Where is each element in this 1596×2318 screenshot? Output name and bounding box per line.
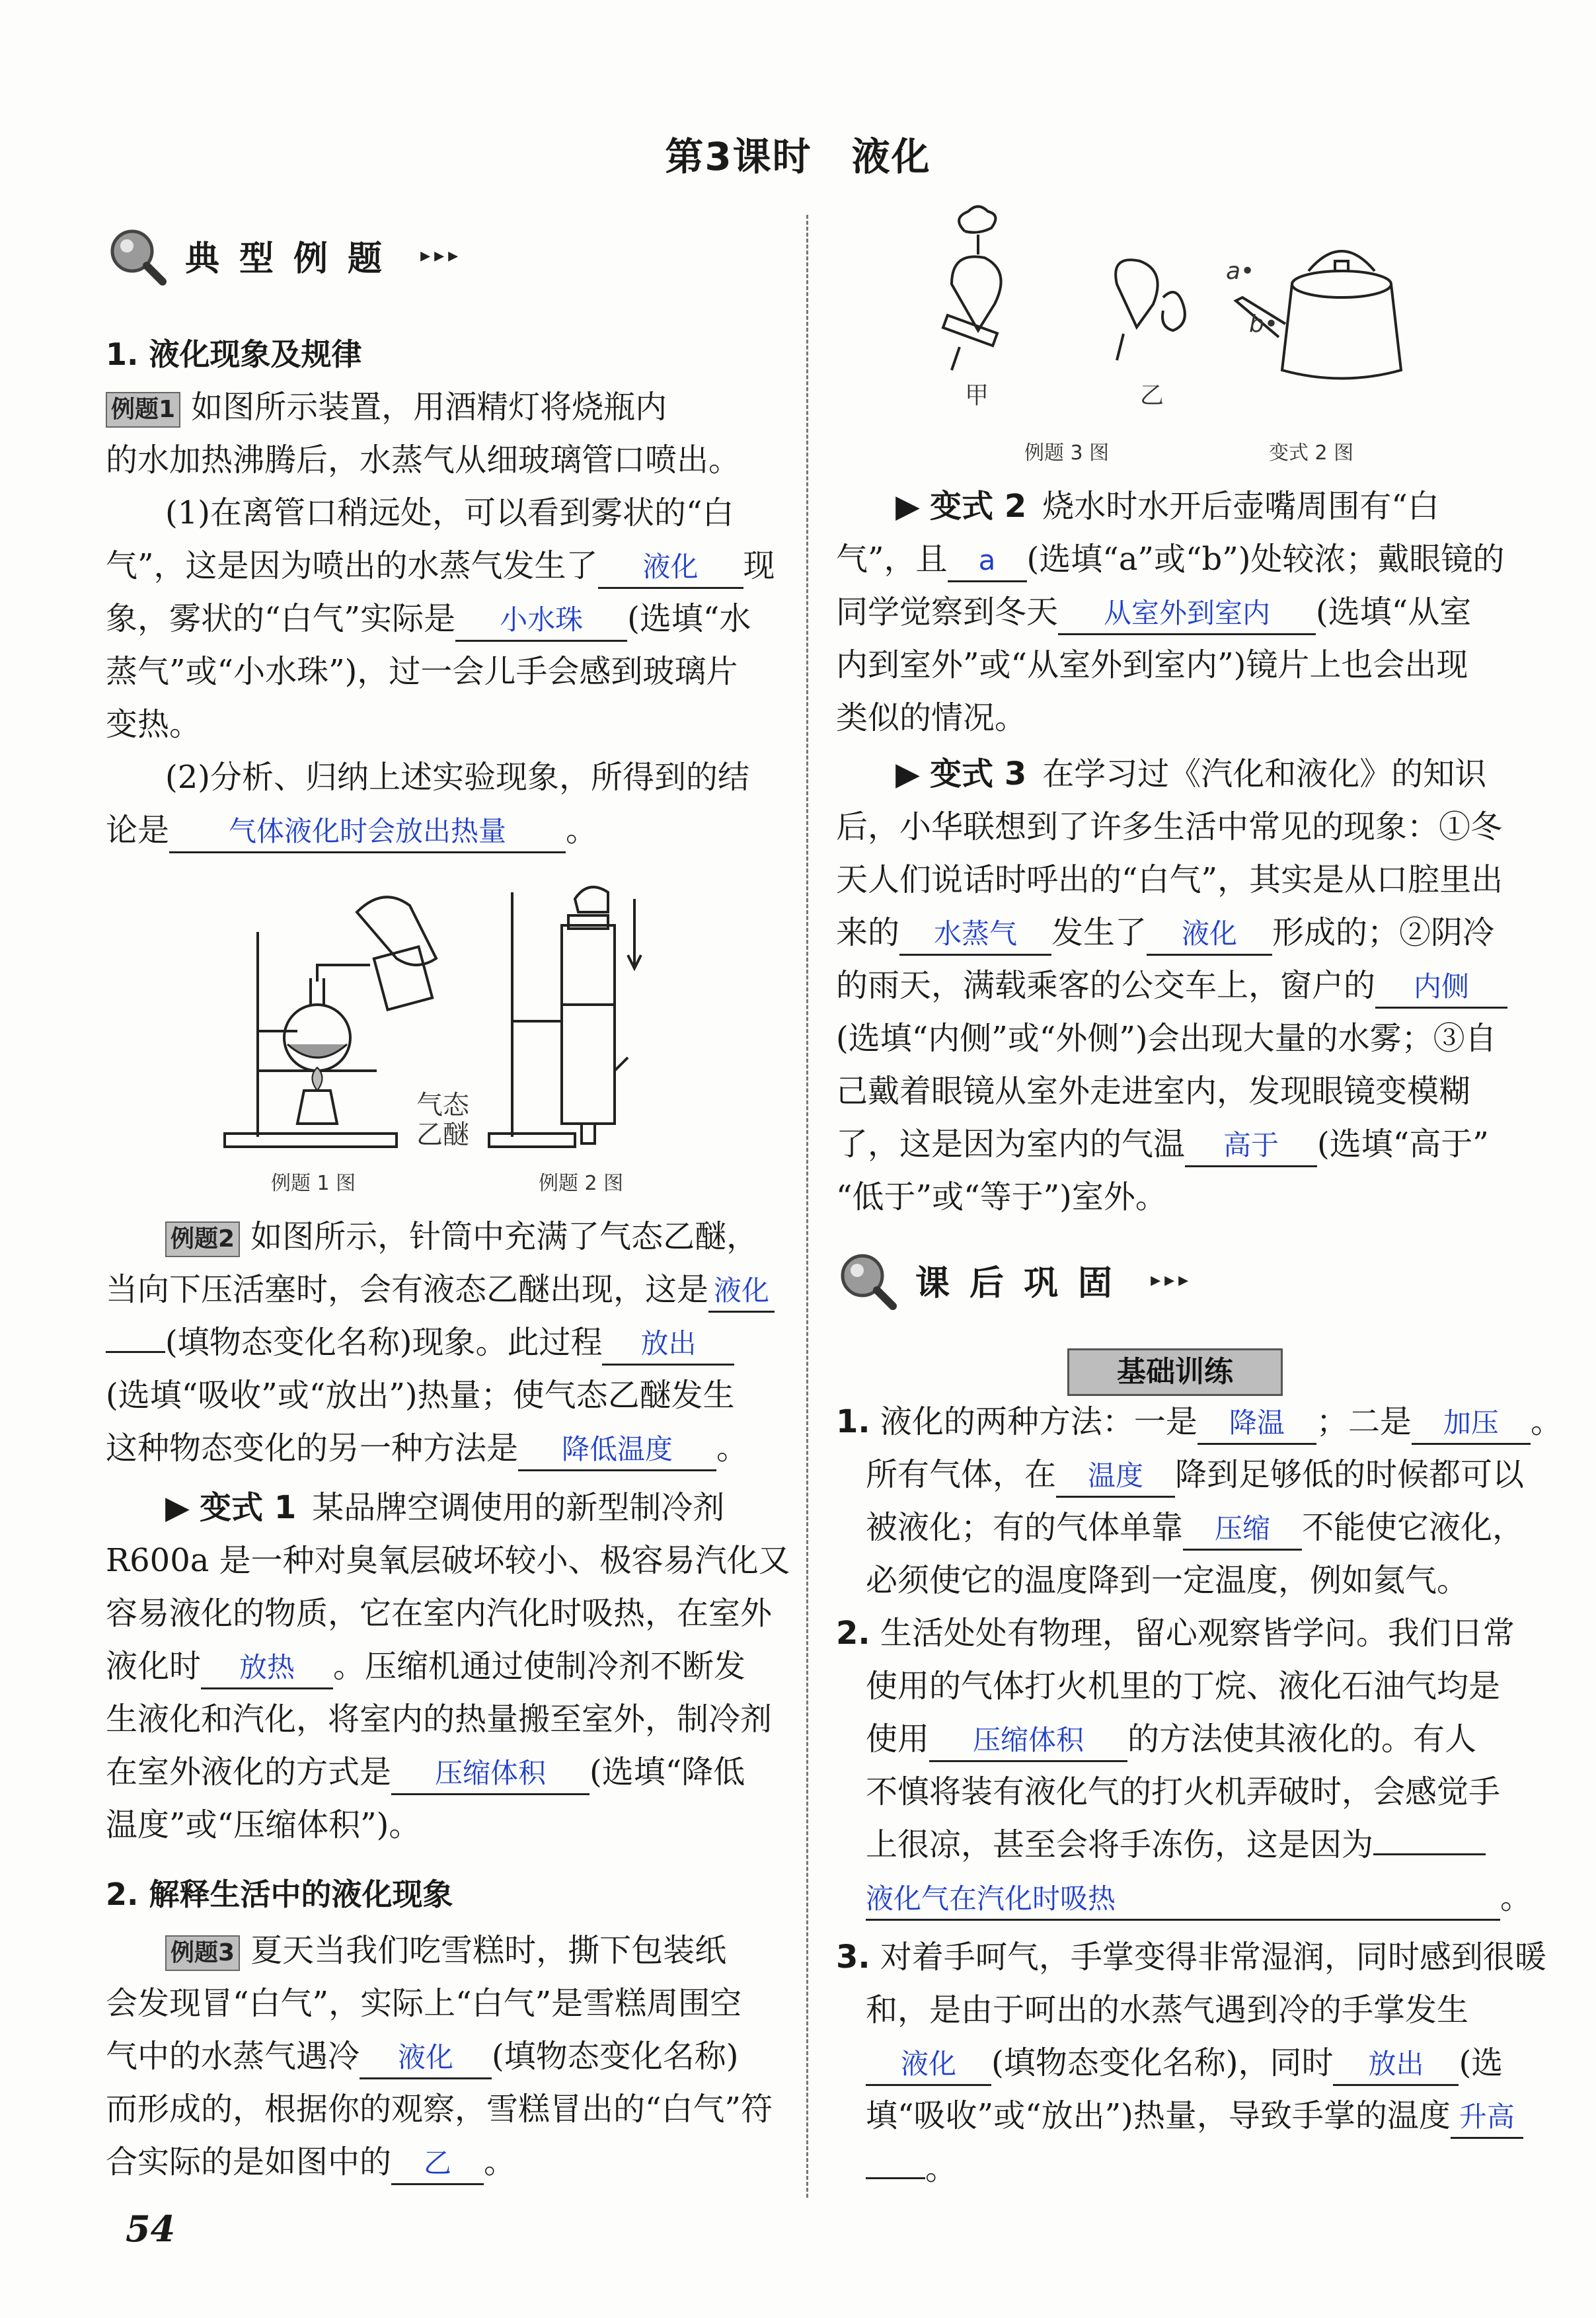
section-after-class: [836, 1249, 1192, 1310]
heading-char: 巩: [1024, 1263, 1059, 1303]
q3-line-3: [866, 2036, 1503, 2090]
text: 夏天当我们吃雪糕时，撕下包装纸: [250, 1932, 727, 1969]
text: 气”，这是因为喷出的水蒸气发生了: [106, 547, 598, 584]
text: 发生了: [1051, 914, 1147, 951]
v2-line-2: [836, 532, 1505, 586]
text: 这种物态变化的另一种方法是: [106, 1430, 519, 1467]
answer: 小水珠: [455, 600, 627, 642]
answer: 降温: [1197, 1403, 1316, 1445]
page-number: 54: [126, 2208, 176, 2250]
ex1-line-2: 的水加热沸腾后，水蒸气从细玻璃管口喷出。: [106, 442, 741, 479]
q2-line-1: [836, 1606, 1515, 1660]
ex2-line-3: [106, 1315, 734, 1370]
v3-line-1: [895, 747, 1486, 801]
text: (填物态变化名称)，同时: [991, 2044, 1334, 2081]
v3-line-7: 己戴着眼镜从室外走进室内，发现眼镜变模糊: [836, 1073, 1471, 1110]
page-title: 第3课时 液化: [665, 134, 931, 179]
answer: 温度: [1056, 1456, 1175, 1498]
section-typical-examples: [106, 225, 462, 286]
v3-line-5: [836, 958, 1507, 1013]
text: 现: [743, 547, 775, 584]
label-point-b: b•: [1249, 311, 1279, 338]
heading-char: 后: [969, 1263, 1005, 1303]
label-gas: 气态: [416, 1090, 469, 1120]
text: ；二是: [1316, 1403, 1412, 1440]
answer: 液化: [866, 2044, 991, 2086]
answer: 加压: [1412, 1403, 1531, 1445]
v1-line-7: 温度”或“压缩体积”)。: [106, 1806, 421, 1843]
ex1-line-7: 变热。: [106, 706, 202, 743]
text: 论是: [106, 812, 170, 849]
text: (选填“水: [627, 600, 751, 637]
q2-line-6: [866, 1871, 1532, 1925]
arrow-icon: ▸▸▸: [1151, 1268, 1193, 1292]
label-point-a: a•: [1226, 258, 1255, 285]
v1-line-4: [106, 1639, 745, 1693]
text: 的雨天，满载乘客的公交车上，窗户的: [836, 967, 1376, 1004]
text: 的方法使其液化的。有人: [1127, 1720, 1477, 1758]
text: 所有气体，在: [866, 1456, 1057, 1493]
answer: 液化: [1147, 914, 1272, 956]
text: 。: [1500, 1879, 1533, 1916]
text: 某品牌空调使用的新型制冷剂: [312, 1489, 725, 1526]
ex2-line-1: [165, 1210, 758, 1264]
q3-line-1: [836, 1930, 1546, 1984]
v3-line-9: “低于”或“等于”)室外。: [836, 1178, 1167, 1216]
answer: 乙: [391, 2144, 484, 2185]
q1-line-2: [866, 1448, 1524, 1502]
text: 如图所示，针筒中充满了气态乙醚，: [250, 1218, 759, 1255]
answer: 水蒸气: [899, 914, 1051, 956]
v2-line-5: 类似的情况。: [836, 699, 1027, 736]
ex1-line-3: (1)在离管口稍远处，可以看到雾状的“白: [165, 494, 734, 531]
ex2-line-4: (选填“吸收”或“放出”)热量；使气态乙醚发生: [106, 1377, 735, 1414]
answer: 气体液化时会放出热量: [169, 812, 566, 853]
answer: 降低温度: [518, 1430, 716, 1471]
ex3-line-2: 会发现冒“白气”，实际上“白气”是雪糕周围空: [106, 1985, 742, 2022]
v1-line-1: [165, 1481, 724, 1535]
text: 降到足够低的时候都可以: [1175, 1456, 1525, 1493]
text: (选填“a”或“b”)处较浓；戴眼镜的: [1026, 541, 1505, 578]
text: (选: [1459, 2044, 1503, 2081]
text: 液化时: [106, 1648, 202, 1685]
ex1-line-1: [106, 380, 667, 434]
ex2-line-2: [106, 1262, 775, 1317]
heading-char: 典: [185, 239, 220, 279]
text: 形成的；②阴冷: [1272, 914, 1495, 951]
ex2-line-5: [106, 1421, 748, 1475]
ex3-line-1: [165, 1923, 726, 1978]
text: (选填“降低: [589, 1754, 745, 1791]
ex3-line-4: 而形成的，根据你的观察，雪糕冒出的“白气”符: [106, 2091, 773, 2128]
ex1-line-5: [106, 592, 751, 646]
ex1-line-8: (2)分析、归纳上述实验现象，所得到的结: [165, 759, 749, 796]
text: 被液化；有的气体单靠: [866, 1509, 1184, 1546]
ex3-line-5: [106, 2135, 515, 2189]
text: 了，这是因为室内的气温: [836, 1126, 1186, 1163]
heading-char: 题: [348, 239, 383, 279]
heading-char: 型: [239, 239, 274, 279]
answer-blank-cont: [866, 2177, 925, 2179]
text: 使用: [866, 1720, 930, 1758]
text: 来的: [836, 914, 900, 951]
variant-tag: 变式 1: [200, 1489, 297, 1526]
label-ether: 乙醚: [416, 1120, 469, 1150]
label-yi: 乙: [1140, 382, 1164, 409]
answer: 高于: [1185, 1126, 1317, 1167]
answer: 放出: [1333, 2044, 1459, 2086]
arrow-icon: ▸▸▸: [420, 243, 463, 267]
answer: 压缩体积: [391, 1754, 589, 1795]
v3-line-6: (选填“内侧”或“外侧”)会出现大量的水雾；③自: [836, 1020, 1497, 1057]
q2-line-4: 不慎将装有液化气的打火机弄破时，会感觉手: [866, 1773, 1501, 1810]
answer: 压缩体积: [929, 1720, 1127, 1762]
answer: 升高: [1451, 2097, 1523, 2139]
heading-char: 课: [915, 1263, 950, 1303]
answer: 放出: [602, 1324, 734, 1366]
answer: 从室外到室内: [1058, 594, 1316, 635]
text: 同学觉察到冬天: [836, 594, 1059, 631]
ex1-line-9: [106, 803, 597, 857]
q2-line-3: [866, 1712, 1476, 1766]
text: 当向下压活塞时，会有液态乙醚出现，这是: [106, 1271, 709, 1308]
v3-line-3: 天人们说话时呼出的“白气”，其实是从口腔里出: [836, 861, 1503, 898]
text: 烧水时水开后壶嘴周围有“白: [1042, 488, 1439, 525]
q2-line-5: [866, 1818, 1486, 1872]
v3-line-8: [836, 1117, 1489, 1171]
question-number: 3.: [836, 1939, 870, 1976]
answer: 压缩: [1183, 1509, 1302, 1551]
caption-v2: 变式 2 图: [1269, 442, 1354, 465]
example-tag: 例题3: [165, 1935, 240, 1971]
text: 。: [566, 812, 598, 849]
v1-line-2: R600a 是一种对臭氧层破坏较小、极容易汽化又: [106, 1542, 790, 1579]
answer: a: [948, 541, 1027, 582]
text: (选填“高于”: [1317, 1126, 1489, 1163]
text: (填物态变化名称)现象。此过程: [165, 1324, 603, 1361]
v1-line-3: 容易液化的物质，它在室内汽化时吸热，在室外: [106, 1595, 773, 1632]
text: 在学习过《汽化和液化》的知识: [1042, 755, 1487, 792]
answer: 液化气在汽化时吸热: [866, 1879, 1500, 1921]
text: 上很凉，甚至会将手冻伤，这是因为: [866, 1826, 1374, 1863]
text: 对着手呵气，手掌变得非常湿润，同时感到很暖: [880, 1939, 1546, 1976]
answer: 液化: [360, 2038, 492, 2079]
caption-ex1: 例题 1 图: [271, 1172, 356, 1195]
v3-line-4: [836, 906, 1494, 960]
variant-icon: ▶: [895, 488, 931, 525]
question-number: 2.: [836, 1615, 870, 1652]
caption-ex3: 例题 3 图: [1024, 442, 1110, 465]
heading-char: 固: [1078, 1263, 1113, 1303]
label-jia: 甲: [965, 382, 989, 409]
text: 如图所示装置，用酒精灯将烧瓶内: [191, 389, 667, 426]
figure-example-3-variant-2: [912, 205, 1441, 423]
variant-icon: ▶: [895, 755, 931, 792]
answer: 放热: [201, 1648, 333, 1689]
text: (填物态变化名称): [492, 2038, 739, 2075]
text: 填“吸收”或“放出”)热量，导致手掌的温度: [866, 2097, 1451, 2134]
v3-line-2: 后，小华联想到了许多生活中常见的现象：①冬: [836, 808, 1503, 845]
caption-ex2: 例题 2 图: [539, 1172, 624, 1195]
q3-line-4: [866, 2089, 1523, 2143]
basic-training-banner: 基础训练: [1067, 1348, 1283, 1396]
q1-line-3: [866, 1500, 1524, 1555]
example-tag: 例题1: [106, 392, 180, 428]
answer-blank: [1373, 1853, 1486, 1855]
answer: 液化: [598, 547, 743, 589]
text: 在室外液化的方式是: [106, 1754, 392, 1791]
text: 合实际的是如图中的: [106, 2144, 392, 2181]
answer: 内侧: [1375, 967, 1507, 1009]
variant-tag: 变式 3: [930, 755, 1027, 792]
v2-line-3: [836, 585, 1471, 639]
text: 不能使它液化，: [1302, 1509, 1525, 1546]
subheading-2: 2. 解释生活中的液化现象: [106, 1876, 453, 1912]
text: (选填“从室: [1316, 594, 1472, 631]
text: 。压缩机通过使制冷剂不断发: [333, 1648, 746, 1685]
subheading-1: 1. 液化现象及规律: [106, 336, 362, 372]
text: 气中的水蒸气遇冷: [106, 2038, 360, 2075]
text: 液化的两种方法：一是: [880, 1403, 1197, 1440]
answer: 液化: [708, 1271, 775, 1313]
q2-line-2: 使用的气体打火机里的丁烷、液化石油气均是: [866, 1668, 1501, 1705]
v2-line-4: 内到室外”或“从室外到室内”)镜片上也会出现: [836, 646, 1468, 683]
text: 。: [1530, 1403, 1562, 1440]
v1-line-5: 生液化和汽化，将室内的热量搬至室外，制冷剂: [106, 1701, 773, 1738]
magnifier-icon: [106, 225, 167, 286]
answer-blank-cont: [106, 1351, 165, 1353]
ex1-line-6: 蒸气”或“小水珠”)，过一会儿手会感到玻璃片: [106, 653, 738, 690]
q3-line-2: 和，是由于呵出的水蒸气遇到冷的手掌发生: [866, 1991, 1469, 2028]
variant-icon: ▶: [165, 1489, 200, 1526]
q1-line-4: 必须使它的温度降到一定温度，例如氦气。: [866, 1562, 1469, 1599]
text: 生活处处有物理，留心观察皆学问。我们日常: [880, 1615, 1515, 1652]
q1-line-1: [836, 1395, 1562, 1449]
question-number: 1.: [836, 1403, 870, 1440]
text: 象，雾状的“白气”实际是: [106, 600, 456, 637]
ex1-line-4: [106, 539, 775, 593]
text: 。: [484, 2144, 516, 2181]
ex3-line-3: [106, 2029, 738, 2083]
text: 气”，且: [836, 541, 948, 578]
magnifier-icon: [836, 1249, 897, 1310]
text: 。: [925, 2150, 958, 2187]
text: 。: [716, 1430, 749, 1467]
column-divider: [806, 215, 808, 2198]
example-tag: 例题2: [165, 1221, 240, 1257]
q3-line-5: [866, 2142, 957, 2196]
v1-line-6: [106, 1745, 745, 1799]
variant-tag: 变式 2: [930, 488, 1027, 525]
heading-char: 例: [293, 239, 328, 279]
v2-line-1: [895, 479, 1439, 533]
